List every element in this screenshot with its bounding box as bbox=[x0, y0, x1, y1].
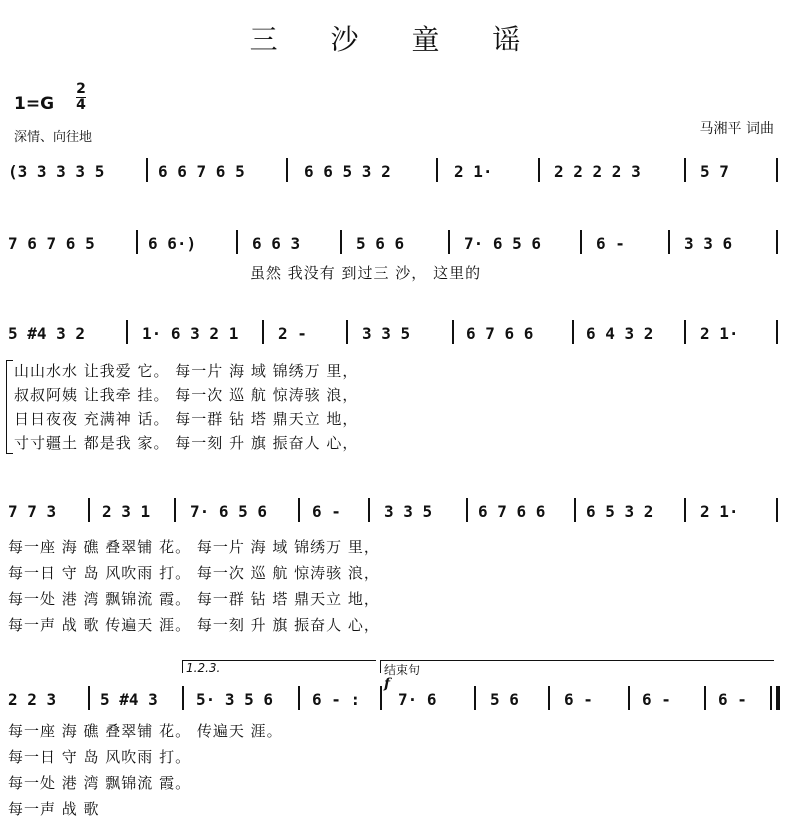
measure: 6 - bbox=[718, 690, 747, 709]
meter-top: 2 bbox=[76, 81, 86, 97]
measure: 6 6 5 3 2 bbox=[304, 162, 391, 181]
measure: 5 #4 3 bbox=[100, 690, 158, 709]
measure: 1· 6 3 2 1 bbox=[142, 324, 239, 343]
score-row-1 bbox=[8, 158, 784, 198]
measure: 5 #4 3 2 bbox=[8, 324, 86, 343]
lyric-line: 每一座 海 礁 叠翠铺 花。 传遍天 涯。 bbox=[8, 722, 283, 740]
lyric-line: 寸寸疆土 都是我 家。 每一刻 升 旗 振奋人 心， bbox=[14, 434, 359, 452]
tempo-marking: 深情、向往地 bbox=[14, 130, 93, 145]
lyric-line: 虽然 我没有 到过三 沙， 这里的 bbox=[250, 264, 482, 282]
measure: 3 3 5 bbox=[362, 324, 411, 343]
measure: 6 - : bbox=[312, 690, 361, 709]
measure: 6 6·) bbox=[148, 234, 197, 253]
measure: 5 7 bbox=[700, 162, 729, 181]
measure: 6 - bbox=[312, 502, 341, 521]
ending-label: 结束句 bbox=[380, 660, 774, 673]
lyric-line: 每一日 守 岛 风吹雨 打。 bbox=[8, 748, 192, 766]
measure: 2 1· bbox=[700, 502, 739, 521]
measure: 3 3 6 bbox=[684, 234, 733, 253]
measure: 5 6 bbox=[490, 690, 519, 709]
measure: 6 6 7 6 5 bbox=[158, 162, 245, 181]
measure: 2 3 1 bbox=[102, 502, 151, 521]
volta-bracket: 1.2.3. bbox=[182, 660, 376, 673]
lyric-line: 每一日 守 岛 风吹雨 打。 每一次 巡 航 惊涛骇 浪， bbox=[8, 564, 380, 582]
dynamic-marking: f bbox=[384, 676, 391, 692]
lyric-line: 每一声 战 歌 传遍天 涯。 每一刻 升 旗 振奋人 心， bbox=[8, 616, 380, 634]
lyric-line: 叔叔阿姨 让我牵 挂。 每一次 巡 航 惊涛骇 浪， bbox=[14, 386, 359, 404]
measure: (3 3 3 3 5 bbox=[8, 162, 105, 181]
lyric-line: 每一声 战 歌 bbox=[8, 800, 100, 818]
lyric-line: 山山水水 让我爱 它。 每一片 海 域 锦绣万 里， bbox=[14, 362, 359, 380]
lyric-line: 每一座 海 礁 叠翠铺 花。 每一片 海 域 锦绣万 里， bbox=[8, 538, 380, 556]
measure: 3 3 5 bbox=[384, 502, 433, 521]
measure: 5· 3 5 6 bbox=[196, 690, 274, 709]
measure: 7· 6 5 6 bbox=[190, 502, 268, 521]
measure: 6 7 6 6 bbox=[478, 502, 546, 521]
composer-credit: 马湘平 词曲 bbox=[699, 121, 774, 137]
key-signature: 1=G bbox=[14, 94, 55, 114]
lyric-line: 每一处 港 湾 飘锦流 霞。 每一群 钻 塔 鼎天立 地， bbox=[8, 590, 380, 608]
measure: 6 - bbox=[564, 690, 593, 709]
measure: 6 6 3 bbox=[252, 234, 301, 253]
score-row-4 bbox=[8, 498, 784, 538]
measure: 6 - bbox=[642, 690, 671, 709]
measure: 7 7 3 bbox=[8, 502, 57, 521]
measure: 2 2 3 bbox=[8, 690, 57, 709]
measure: 2 2 2 2 3 bbox=[554, 162, 641, 181]
measure: 5 6 6 bbox=[356, 234, 405, 253]
measure: 6 - bbox=[596, 234, 625, 253]
lyric-line: 日日夜夜 充满神 话。 每一群 钻 塔 鼎天立 地， bbox=[14, 410, 359, 428]
score-row-3 bbox=[8, 320, 784, 360]
measure: 6 4 3 2 bbox=[586, 324, 654, 343]
measure: 2 - bbox=[278, 324, 307, 343]
measure: 7· 6 bbox=[398, 690, 437, 709]
song-title: 三 沙 童 谣 bbox=[249, 23, 543, 56]
lyric-line: 每一处 港 湾 飘锦流 霞。 bbox=[8, 774, 192, 792]
measure: 6 7 6 6 bbox=[466, 324, 534, 343]
measure: 2 1· bbox=[454, 162, 493, 181]
time-signature bbox=[76, 82, 86, 113]
measure: 6 5 3 2 bbox=[586, 502, 654, 521]
measure: 2 1· bbox=[700, 324, 739, 343]
measure: 7 6 7 6 5 bbox=[8, 234, 95, 253]
measure: 7· 6 5 6 bbox=[464, 234, 542, 253]
meter-bottom: 4 bbox=[76, 97, 86, 113]
